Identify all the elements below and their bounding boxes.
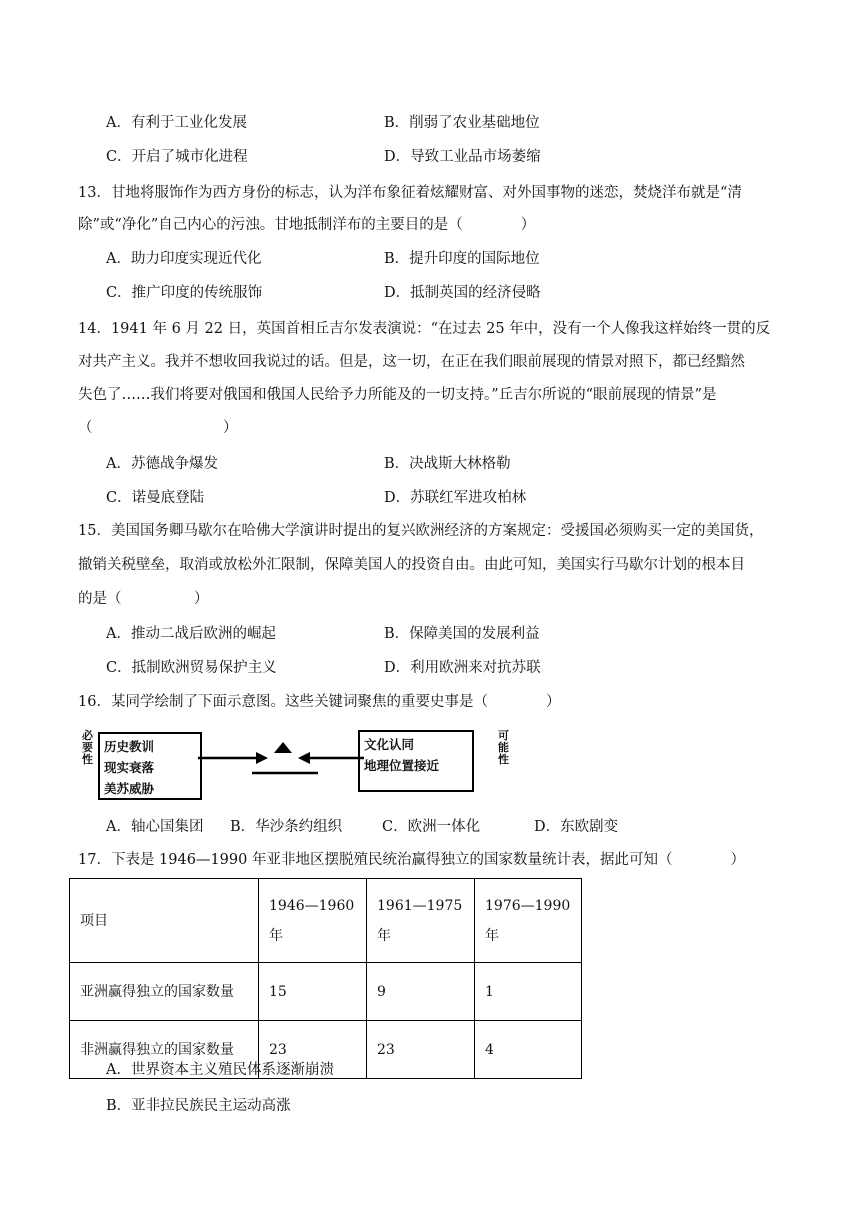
necessity-item: 历史教训 [104, 739, 155, 754]
q14-stem-line: 失色了……我们将要对俄国和俄国人民给予力所能及的一切支持。”丘吉尔所说的“眼前展现的情景”是 [78, 387, 717, 403]
q13-option-d[interactable]: D．抵制英国的经济侵略 [384, 285, 541, 301]
table-cell: 1 [475, 963, 582, 1021]
q13-stem-line: 除”或“净化”自己内心的污浊。甘地抵制洋布的主要目的是（ ） [78, 217, 536, 233]
q15-option-d[interactable]: D．利用欧洲来对抗苏联 [384, 660, 541, 676]
q15-stem-line: 的是（ ） [78, 591, 209, 607]
necessity-label: 必要性 [82, 729, 93, 766]
q15-stem-line: 撤销关税壁垒，取消或放松外汇限制，保障美国人的投资自由。由此可知，美国实行马歇尔计划的根本目 [78, 557, 745, 573]
q12-option-b[interactable]: B．削弱了农业基础地位 [384, 115, 540, 131]
q15-option-b[interactable]: B．保障美国的发展利益 [384, 626, 540, 642]
possibility-label: 可能性 [498, 729, 509, 766]
q12-option-c[interactable]: C．开启了城市化进程 [106, 149, 248, 165]
table-cell: 4 [475, 1021, 582, 1079]
table-cell: 亚洲赢得独立的国家数量 [70, 963, 259, 1021]
table-header-cell: 1961—1975 年 [367, 879, 475, 963]
table-header-cell: 项目 [70, 879, 259, 963]
left-arrowhead-icon [298, 752, 310, 764]
q15-stem-line: 15．美国国务卿马歇尔在哈佛大学演讲时提出的复兴欧洲经济的方案规定：受援国必须购买一定的美国货， [78, 523, 764, 539]
q15-option-c[interactable]: C．抵制欧洲贸易保护主义 [106, 660, 277, 676]
q12-option-d[interactable]: D．导致工业品市场萎缩 [384, 149, 541, 165]
q13-option-b[interactable]: B．提升印度的国际地位 [384, 251, 540, 267]
q15-option-a[interactable]: A．推动二战后欧洲的崛起 [106, 626, 276, 642]
table-header-row [70, 879, 582, 963]
q13-stem-line: 13．甘地将服饰作为西方身份的标志，认为洋布象征着炫耀财富、对外国事物的迷恋，焚烧洋布就是“清 [78, 185, 742, 201]
table-header-cell: 1976—1990 年 [475, 879, 582, 963]
table-cell: 15 [259, 963, 367, 1021]
q14-option-c[interactable]: C．诺曼底登陆 [106, 490, 205, 506]
table-cell: 9 [367, 963, 475, 1021]
q12-option-a[interactable]: A．有利于工业化发展 [106, 115, 247, 131]
arrows-and-triangle [196, 728, 366, 788]
table-cell: 23 [259, 1021, 367, 1079]
q14-stem-line: 对共产主义。我并不想收回我说过的话。但是，这一切，在正在我们眼前展现的情景对照下，都已经黯然 [78, 354, 745, 370]
q13-option-a[interactable]: A．助力印度实现近代化 [106, 251, 262, 267]
q14-option-b[interactable]: B．决战斯大林格勒 [384, 456, 511, 472]
table-header-cell: 1946—1960 年 [259, 879, 367, 963]
q16-option-b[interactable]: B．华沙条约组织 [230, 819, 343, 835]
necessity-box [98, 732, 202, 800]
independence-stats-table [69, 878, 582, 1079]
q17-option-a[interactable]: A．世界资本主义殖民体系逐渐崩溃 [106, 1062, 334, 1078]
table-cell: 非洲赢得独立的国家数量 [70, 1021, 259, 1079]
possibility-item: 地理位置接近 [364, 758, 440, 773]
q16-option-a[interactable]: A．轴心国集团 [106, 819, 204, 835]
q14-option-a[interactable]: A．苏德战争爆发 [106, 456, 218, 472]
q16-diagram [78, 728, 508, 800]
necessity-item: 美苏威胁 [104, 781, 155, 796]
q16-option-d[interactable]: D．东欧剧变 [534, 819, 619, 835]
triangle-icon [274, 742, 292, 753]
necessity-item: 现实衰落 [104, 760, 155, 775]
q13-option-c[interactable]: C．推广印度的传统服饰 [106, 285, 263, 301]
table-cell: 23 [367, 1021, 475, 1079]
possibility-item: 文化认同 [364, 737, 415, 752]
q14-stem-line: 14．1941 年 6 月 22 日，英国首相丘吉尔发表演说：“在过去 25 年中，没有一个人像我这样始终一贯的反 [78, 321, 771, 337]
table-row [70, 963, 582, 1021]
q14-stem-line: （ ） [78, 420, 238, 436]
possibility-box [358, 730, 474, 792]
q16-option-c[interactable]: C．欧洲一体化 [382, 819, 481, 835]
q17-option-b[interactable]: B．亚非拉民族民主运动高涨 [106, 1098, 291, 1114]
q17-stem-line: 17．下表是 1946—1990 年亚非地区摆脱殖民统治赢得独立的国家数量统计表，据此可知（ ） [78, 852, 745, 868]
q16-stem-line: 16．某同学绘制了下面示意图。这些关键词聚焦的重要史事是（ ） [78, 694, 561, 710]
right-arrowhead-icon [256, 752, 268, 764]
q14-option-d[interactable]: D．苏联红军进攻柏林 [384, 490, 527, 506]
